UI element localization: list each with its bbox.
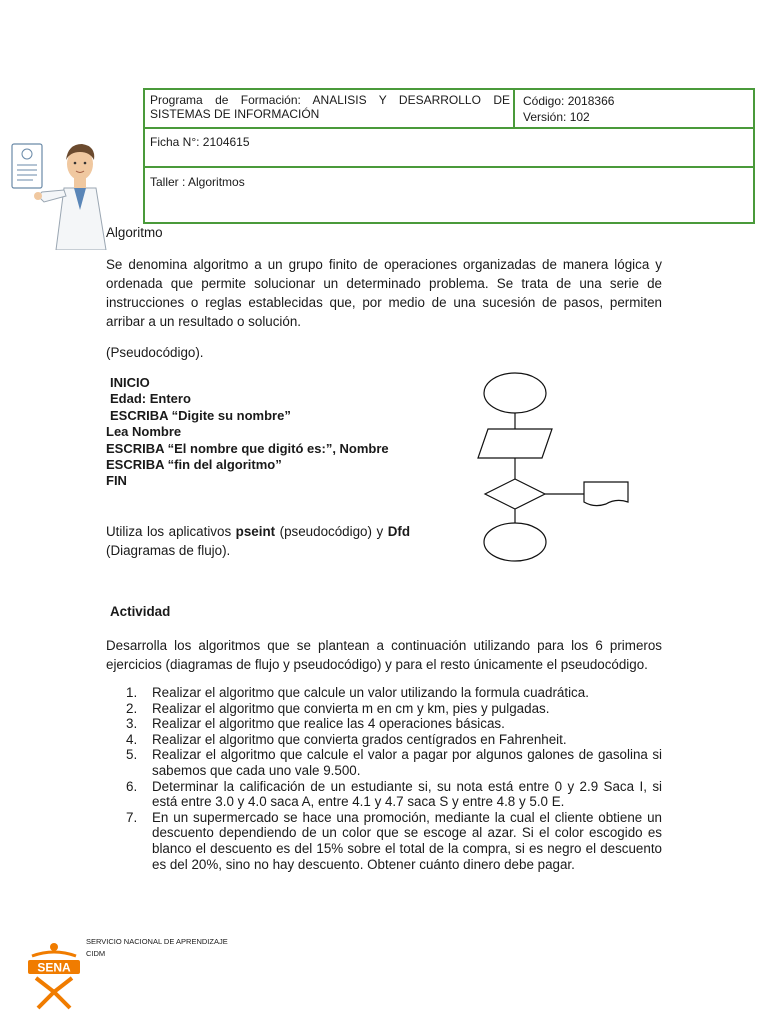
- pseudo-line: ESCRIBA “El nombre que digitó es:”, Nombre: [106, 440, 389, 456]
- dfd-name: Dfd: [387, 524, 410, 539]
- pseudo-line: INICIO: [110, 375, 150, 390]
- divider: [513, 90, 515, 128]
- pseudocode-label: (Pseudocódigo).: [106, 345, 204, 360]
- footer-text: [86, 936, 228, 960]
- list-item: 1. Realizar el algoritmo que calcule un valor utilizando la formula cuadrática.: [126, 685, 589, 700]
- tools-paragraph: Utiliza los aplicativos pseint (pseudocódigo) y Dfd (Diagramas de flujo).: [106, 524, 410, 558]
- pseudo-line: ESCRIBA “Digite su nombre”: [110, 407, 291, 423]
- task-list: [106, 685, 662, 872]
- pseudo-line: ESCRIBA “fin del algoritmo”: [106, 457, 282, 473]
- list-item: 2. Realizar el algoritmo que convierta m en cm y km, pies y pulgadas.: [126, 700, 550, 716]
- svg-text:SENA: SENA: [37, 960, 71, 975]
- pseudocode-block: [106, 375, 389, 490]
- activity-intro: Desarrolla los algoritmos que se plantean a continuación utilizando para los 6 primeros ejercicios (diagramas de flujo y pseudocódigo) y para el resto únicamente el pseudocódigo.: [106, 638, 662, 672]
- divider: [145, 166, 753, 168]
- pseudo-line: Lea Nombre: [106, 424, 182, 440]
- list-item: 4. Realizar el algoritmo que convierta grados centígrados en Fahrenheit.: [126, 731, 567, 747]
- end-ellipse: [484, 523, 546, 561]
- footer-center: CIDM: [86, 949, 106, 958]
- activity-title: Actividad: [110, 604, 171, 619]
- start-ellipse: [484, 373, 546, 413]
- list-item: 7. En un supermercado se hace una promoción, mediante la cual el cliente obtiene un descuento dependiendo de un color que se escoge al azar. Si el color escogido es blanco el descuento es del 15% sobre el total de la compra, si es negro el descuento es del 20%, sino no hay descuento. Obtener cuánto dinero debe pagar.: [126, 809, 662, 872]
- footer-org: SERVICIO NACIONAL DE APRENDIZAJE: [86, 937, 228, 946]
- input-parallelogram: [478, 429, 552, 458]
- header-table: [143, 88, 755, 224]
- definition-paragraph: Se denomina algoritmo a un grupo finito de operaciones organizadas de manera lógica y ordenada que permite solucionar un determinado problema. Se trata de una serie de instrucciones o reglas establecidas que, por medio de una sucesión de pasos, permiten arribar a un resultado o solución.: [106, 257, 662, 329]
- section-heading: Algoritmo: [106, 225, 163, 240]
- list-item: 5. Realizar el algoritmo que calcule el valor a pagar por algunos galones de gasolina si sabemos que cada uno vale 9.500.: [126, 747, 662, 778]
- list-item: 3. Realizar el algoritmo que realice las 4 operaciones básicas.: [126, 716, 505, 732]
- pseudo-line: Edad: Entero: [110, 391, 191, 407]
- ficha: Ficha N°: 2104615: [150, 135, 250, 149]
- decision-diamond: [485, 479, 545, 509]
- output-document: [584, 482, 628, 506]
- sena-logo: [24, 942, 84, 1010]
- divider: [145, 127, 753, 129]
- doctor-illustration: [8, 130, 118, 250]
- pseint-name: pseint: [235, 524, 276, 539]
- taller: Taller : Algoritmos: [150, 175, 245, 189]
- flowchart-diagram: [470, 365, 640, 565]
- pseudo-line: FIN: [106, 473, 127, 489]
- list-item: 6. Determinar la calificación de un estudiante si, su nota está entre 0 y 2.9 Saca I, si está entre 3.0 y 4.0 saca A, entre 4.1 y 4.7 saca S y entre 4.8 y 5.0 E.: [126, 778, 662, 810]
- codigo: Código: 2018366: [523, 94, 615, 108]
- version: Versión: 102: [523, 110, 590, 124]
- clipboard-icon: [12, 144, 42, 188]
- program-name: Programa de Formación: ANALISIS Y DESARROLLO DE SISTEMAS DE INFORMACIÓN: [150, 93, 510, 121]
